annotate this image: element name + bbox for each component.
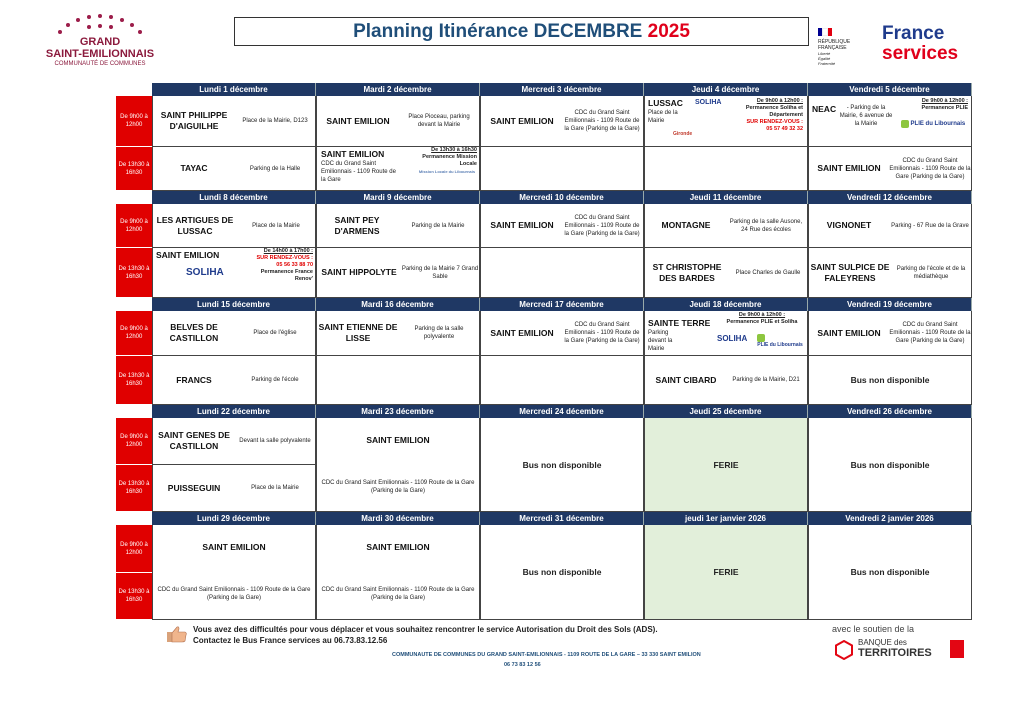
slot-cell-empty xyxy=(480,356,644,405)
address: Parking de la Mairie, D21 xyxy=(732,377,800,383)
day-header: Mercredi 17 décembre xyxy=(480,298,644,311)
slot-morning: De 9h00 à 12h00 xyxy=(116,311,152,356)
soliha-logo xyxy=(695,98,725,106)
bus-unavailable: Bus non disponible xyxy=(850,567,930,577)
day-header: Mardi 16 décembre xyxy=(316,298,480,311)
town-name: SAINT EMILION xyxy=(817,163,881,173)
note-line: De 9h00 à 12h00 : xyxy=(738,312,786,318)
address: CDC du Grand Saint Emilionnais - 1109 Route de la Gare (Parking de la Gare) xyxy=(564,322,640,344)
week-5 xyxy=(116,512,972,620)
town-name: SAINT EMILION xyxy=(326,115,390,126)
bus-unavailable: Bus non disponible xyxy=(522,567,602,577)
week-3 xyxy=(116,298,972,405)
town-block xyxy=(153,248,253,278)
address: Parking de la Mairie xyxy=(411,222,465,229)
plie-logo xyxy=(893,120,968,128)
slot-afternoon: De 13h30 à 16h30 xyxy=(116,356,152,405)
gironde-logo-text: Gironde xyxy=(673,131,693,137)
fs-line-2: services xyxy=(882,43,959,64)
slot-afternoon: De 13h30 à 16h30 xyxy=(116,465,152,512)
permanence-note xyxy=(417,147,479,175)
day-header: Jeudi 11 décembre xyxy=(644,191,808,204)
slot-cell xyxy=(152,96,316,147)
address: Parking de la Mairie 7 Grand Sable xyxy=(401,265,479,280)
address: Parking devant la Mairie xyxy=(648,330,673,352)
permanence-block xyxy=(717,312,807,348)
slot-cell-full-day xyxy=(152,525,316,620)
day-header: Vendredi 2 janvier 2026 xyxy=(808,512,972,525)
note-line: De 14h00 à 17h00 : xyxy=(263,248,313,254)
address: CDC du Grand Saint Emilionnais - 1109 Route de la Gare (Parking de la Gare) xyxy=(564,110,640,132)
town-name: SAINT EMILION xyxy=(156,250,220,260)
town-name: ST CHRISTOPHE DES BARDES xyxy=(652,261,722,283)
slot-cell xyxy=(316,96,480,147)
address: CDC du Grand Saint Emilionnais - 1109 Route de la Gare xyxy=(321,161,396,183)
bdt-mark xyxy=(832,638,972,659)
slot-cell-full-day xyxy=(316,525,480,620)
slot-cell xyxy=(644,96,808,147)
town-name: FRANCS xyxy=(176,374,212,385)
address: Parking de l'école xyxy=(251,377,299,383)
town-name: SAINT GENES DE CASTILLON xyxy=(158,430,230,451)
town-name: SAINTE TERRE xyxy=(648,318,711,328)
caisse-des-depots-icon xyxy=(950,640,964,658)
soliha-logo xyxy=(156,261,253,278)
day-header: Mercredi 10 décembre xyxy=(480,191,644,204)
slot-cell xyxy=(152,356,316,405)
note-line: Permanence PLIE xyxy=(921,105,968,111)
slot-cell xyxy=(808,96,972,147)
note-line: De 13h30 à 16h30 xyxy=(431,147,477,153)
town-name: LES ARTIGUES DE LUSSAC xyxy=(156,214,234,236)
slot-cell-full-day xyxy=(808,525,972,620)
slot-cell xyxy=(152,465,316,512)
day-header: Mardi 30 décembre xyxy=(316,512,480,525)
slot-cell-full-day xyxy=(480,525,644,620)
town-name: MONTAGNE xyxy=(661,220,711,230)
address: Place de la Mairie, D123 xyxy=(242,118,308,124)
logo-line-3: COMMUNAUTÉ DE COMMUNES xyxy=(54,61,146,67)
note-line: SUR RENDEZ-VOUS : xyxy=(256,255,313,261)
france-services-logo xyxy=(882,24,982,64)
week-2 xyxy=(116,191,972,298)
holiday-label: FERIE xyxy=(713,459,739,470)
slot-cell-empty xyxy=(644,147,808,191)
slot-cell xyxy=(152,204,316,248)
note-line: SUR RENDEZ-VOUS : xyxy=(746,119,803,125)
slot-cell xyxy=(316,248,480,298)
town-block xyxy=(645,312,717,353)
holiday-label: FERIE xyxy=(713,567,739,577)
plie-logo-text: PLIE du Libournais xyxy=(910,121,966,128)
day-header: Vendredi 26 décembre xyxy=(808,405,972,418)
french-flag-icon xyxy=(818,28,832,36)
bdt-line-2: TERRITOIRES xyxy=(858,647,932,659)
slot-cell-full-day xyxy=(480,418,644,512)
town-name: BELVES DE CASTILLON xyxy=(169,322,219,343)
slot-cell xyxy=(152,147,316,191)
slot-morning: De 9h00 à 12h00 xyxy=(116,96,152,147)
address: Parking de la Halle xyxy=(249,165,301,172)
footer-line-1: Vous avez des difficultés pour vous déplacer et vous souhaitez rencontrer le service Autorisation du Droit des Sols (ADS). xyxy=(193,625,658,634)
day-header: Mercredi 3 décembre xyxy=(480,83,644,96)
support-text: avec le soutien de la xyxy=(832,624,915,634)
permanence-note xyxy=(717,312,807,326)
address: Parking de la salle polyvalente xyxy=(414,326,464,340)
permanence-note xyxy=(893,98,971,128)
logo-dots-arc xyxy=(40,12,160,36)
mission-locale-logo: Mission Locale du Libournais xyxy=(418,169,476,174)
day-header: Mercredi 24 décembre xyxy=(480,405,644,418)
day-header: Lundi 8 décembre xyxy=(152,191,316,204)
week-1 xyxy=(116,83,972,191)
rf-line-3: Liberté xyxy=(818,51,831,56)
address: CDC du Grand Saint Emilionnais - 1109 Route de la Gare (Parking de la Gare) xyxy=(889,157,971,180)
address: Place de la Mairie xyxy=(648,110,678,124)
slot-cell xyxy=(644,356,808,405)
note-line: Permanence Soliha et Département xyxy=(745,105,803,118)
town-name: SAINT ETIENNE DE LISSE xyxy=(318,322,398,343)
day-header: Lundi 15 décembre xyxy=(152,298,316,311)
title-year: 2025 xyxy=(647,21,690,42)
soliha-logo: SOLIHA xyxy=(717,334,748,343)
town-name: SAINT EMILION xyxy=(490,220,554,230)
slot-cell xyxy=(480,204,644,248)
town-name: SAINT EMILION xyxy=(366,434,430,445)
slot-cell xyxy=(316,311,480,356)
slot-cell xyxy=(152,248,316,298)
address: CDC du Grand Saint Emilionnais - 1109 Route de la Gare (Parking de la Gare) xyxy=(564,214,640,237)
day-header: Mardi 23 décembre xyxy=(316,405,480,418)
week-4 xyxy=(116,405,972,512)
page-title xyxy=(234,17,809,46)
day-header: Jeudi 4 décembre xyxy=(644,83,808,96)
plie-logo: PLIE du Libournais xyxy=(757,342,803,348)
rf-line-5: Fraternité xyxy=(818,61,836,66)
logo-line-1: GRAND xyxy=(79,36,121,48)
logo-line-2: SAINT-EMILIONNAIS xyxy=(45,48,155,60)
town-name: PUISSEGUIN xyxy=(167,482,221,493)
footer-notice xyxy=(193,624,658,646)
note-line: 05 56 33 88 70 xyxy=(276,262,313,268)
address: - Parking de la Mairie, 6 avenue de la Mairie xyxy=(839,105,893,127)
banque-des-territoires-logo xyxy=(832,624,972,659)
note-line: De 9h00 à 12h00 : xyxy=(921,98,968,104)
rf-line-2: FRANÇAISE xyxy=(818,45,847,51)
fs-line-1: France xyxy=(882,23,945,44)
day-header: Jeudi 25 décembre xyxy=(644,405,808,418)
bdt-line-1: BANQUE des xyxy=(858,638,907,647)
address: CDC du Grand Saint Emilionnais - 1109 Route de la Gare (Parking de la Gare) xyxy=(321,479,475,494)
slot-cell xyxy=(480,96,644,147)
slot-cell xyxy=(808,204,972,248)
address: Place Charles de Gaulle xyxy=(735,269,801,276)
slot-cell-empty xyxy=(480,248,644,298)
rf-line-4: Égalité xyxy=(818,56,831,61)
note-line: Permanence France Renov' xyxy=(260,269,313,282)
town-name: SAINT EMILION xyxy=(321,149,385,159)
slot-cell xyxy=(316,204,480,248)
town-name: SAINT SULPICE DE FALEYRENS xyxy=(810,261,890,283)
slot-cell xyxy=(808,147,972,191)
town-block xyxy=(317,147,417,184)
town-block xyxy=(645,98,695,137)
day-header: jeudi 1er janvier 2026 xyxy=(644,512,808,525)
address: Place Pioceau, parking devant la Mairie xyxy=(408,114,470,128)
footer-phone: 06 73 83 12 56 xyxy=(504,662,541,668)
note-line: Permanence Mission Locale xyxy=(422,154,477,167)
address: Place de la Mairie xyxy=(251,485,299,491)
title-text: Planning Itinérance DECEMBRE xyxy=(353,21,643,42)
day-header: Vendredi 5 décembre xyxy=(808,83,972,96)
address: Parking de la salle Ausone, 24 Rue des écoles xyxy=(729,218,803,233)
town-name: NEAC xyxy=(812,104,837,114)
slot-afternoon: De 13h30 à 16h30 xyxy=(116,248,152,298)
permanence-note xyxy=(725,98,805,133)
slot-cell-holiday xyxy=(644,525,808,620)
address: CDC du Grand Saint Emilionnais - 1109 Route de la Gare (Parking de la Gare) xyxy=(889,322,971,344)
day-header: Mardi 2 décembre xyxy=(316,83,480,96)
slot-afternoon: De 13h30 à 16h30 xyxy=(116,147,152,191)
slot-cell-holiday xyxy=(644,418,808,512)
slot-cell-empty xyxy=(480,147,644,191)
gironde-logo xyxy=(645,131,695,137)
town-name: SAINT PHILIPPE D'AIGUILHE xyxy=(160,110,228,131)
address: Place de l'église xyxy=(253,330,297,336)
slot-morning: De 9h00 à 12h00 xyxy=(116,204,152,248)
town-name: SAINT EMILION xyxy=(817,327,881,338)
day-header: Jeudi 18 décembre xyxy=(644,298,808,311)
slot-cell xyxy=(808,311,972,356)
town-name: SAINT CIBARD xyxy=(655,374,717,385)
rf-line-1: RÉPUBLIQUE xyxy=(818,39,851,45)
slot-morning: De 9h00 à 12h00 xyxy=(116,418,152,465)
soliha-logo-text: SOLIHA xyxy=(186,267,224,278)
bus-unavailable: Bus non disponible xyxy=(850,459,930,470)
slot-cell-empty xyxy=(316,356,480,405)
slot-afternoon: De 13h30 à 16h30 xyxy=(116,573,152,620)
town-name: SAINT EMILION xyxy=(366,541,430,552)
town-name: SAINT HIPPOLYTE xyxy=(321,267,397,277)
day-header: Mercredi 31 décembre xyxy=(480,512,644,525)
note-line: 05 57 49 32 32 xyxy=(766,126,803,132)
slot-cell-full-day xyxy=(808,418,972,512)
slot-cell xyxy=(644,311,808,356)
footer-line-2: Contactez le Bus France services au 06.73.83.12.56 xyxy=(193,636,388,645)
day-header: Lundi 22 décembre xyxy=(152,405,316,418)
logos xyxy=(717,334,807,348)
permanence-note xyxy=(253,248,315,283)
slot-cell xyxy=(644,248,808,298)
bus-unavailable: Bus non disponible xyxy=(522,459,602,470)
day-header: Vendredi 19 décembre xyxy=(808,298,972,311)
republique-francaise-logo xyxy=(818,28,854,68)
slot-cell-full-day xyxy=(316,418,480,512)
slot-morning: De 9h00 à 12h00 xyxy=(116,525,152,573)
note-line: Permanence PLIE et Soliha xyxy=(726,319,798,325)
footer-address: COMMUNAUTE DE COMMUNES DU GRAND SAINT-EMILIONNAIS - 1109 ROUTE DE LA GARE – 33 330 SAINT EMILION xyxy=(392,652,701,658)
slot-cell xyxy=(152,311,316,356)
address: CDC du Grand Saint Emilionnais - 1109 Route de la Gare (Parking de la Gare) xyxy=(321,587,475,602)
slot-cell xyxy=(316,147,480,191)
town-name: SAINT PEY D'ARMENS xyxy=(334,214,380,236)
day-header: Lundi 1 décembre xyxy=(152,83,316,96)
slot-cell xyxy=(480,311,644,356)
address: Place de la Mairie xyxy=(252,222,300,229)
address: Parking - 67 Rue de la Grave xyxy=(891,222,969,229)
bus-unavailable: Bus non disponible xyxy=(850,375,930,385)
note-line: De 9h00 à 12h00 : xyxy=(756,98,803,104)
address: CDC du Grand Saint Emilionnais - 1109 Route de la Gare (Parking de la Gare) xyxy=(157,587,311,602)
slot-cell xyxy=(808,248,972,298)
town-name: LUSSAC xyxy=(648,98,683,108)
town-name: SAINT EMILION xyxy=(490,115,554,126)
slot-cell xyxy=(152,418,316,465)
soliha-logo-text: SOLIHA xyxy=(695,99,722,106)
day-header: Lundi 29 décembre xyxy=(152,512,316,525)
town-name: TAYAC xyxy=(180,163,208,173)
town-name: SAINT EMILION xyxy=(490,327,554,338)
grand-saint-emilionnais-logo xyxy=(40,12,160,82)
slot-cell xyxy=(808,356,972,405)
day-header: Vendredi 12 décembre xyxy=(808,191,972,204)
thumbs-up-icon xyxy=(166,625,188,643)
day-header: Mardi 9 décembre xyxy=(316,191,480,204)
hexagon-icon xyxy=(834,640,854,660)
slot-cell xyxy=(644,204,808,248)
address: Parking de l'école et de la médiathèque xyxy=(896,265,966,280)
town-block xyxy=(809,98,893,128)
town-name: SAINT EMILION xyxy=(202,541,266,552)
address: Devant la salle polyvalente xyxy=(239,438,311,444)
town-name: VIGNONET xyxy=(826,220,872,230)
